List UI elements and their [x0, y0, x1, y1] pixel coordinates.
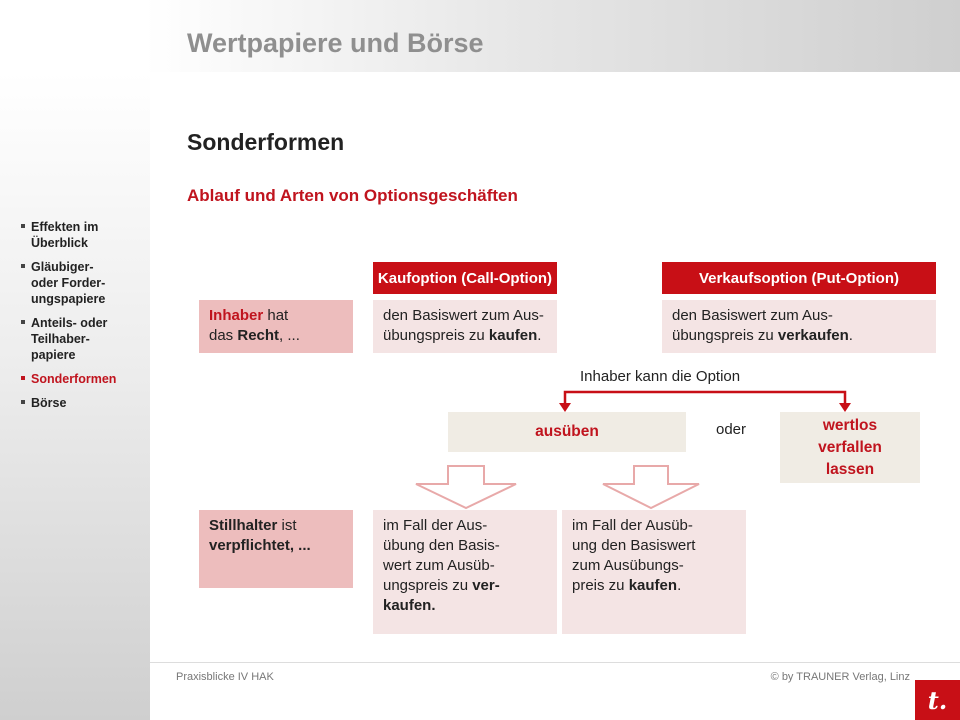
- put-duty-text: ung den Basiswert: [572, 537, 696, 554]
- arrow-head-left: [559, 403, 571, 412]
- section-subtitle: Ablauf und Arten von Optionsgeschäften: [187, 186, 518, 205]
- holder-word: Inhaber: [209, 307, 264, 324]
- nav-item-label: Anteils- oder: [31, 316, 108, 330]
- nav-item-label: Überblick: [31, 236, 88, 250]
- down-arrow-call: [416, 466, 516, 508]
- expire-text: lassen: [825, 460, 875, 478]
- put-duty-text: zum Ausübungs-: [572, 557, 684, 574]
- nav-item-label: Teilhaber-: [31, 332, 90, 346]
- call-right-text: übungspreis zu: [383, 327, 489, 344]
- holder-text: , ...: [279, 327, 300, 344]
- nav-item-label: oder Forder-: [31, 276, 106, 290]
- call-option-header: Kaufoption (Call-Option): [373, 262, 557, 294]
- writer-text: Stillhalter: [209, 517, 278, 534]
- put-duty-verb: kaufen: [628, 577, 678, 594]
- call-duty-text: ungspreis zu: [383, 577, 473, 594]
- call-right-text: .: [537, 327, 542, 344]
- put-right-text: .: [848, 327, 853, 344]
- option-flow-label: Inhaber kann die Option: [580, 368, 741, 385]
- put-right-text: übungspreis zu: [672, 327, 778, 344]
- trauner-logo: t.: [915, 680, 960, 720]
- nav-item-label: ungspapiere: [31, 292, 106, 306]
- expire-text: wertlos: [822, 416, 878, 434]
- writer-text: ist: [277, 517, 297, 534]
- nav-item-label: Effekten im: [31, 220, 99, 234]
- nav-item-label: Börse: [31, 396, 67, 410]
- holder-right-word: Recht: [237, 327, 280, 344]
- holder-text: hat: [263, 307, 289, 324]
- down-arrow-put: [603, 466, 699, 508]
- put-duty-text: .: [677, 577, 682, 594]
- put-right-verb: verkaufen: [777, 327, 849, 344]
- call-duty-verb: ver-: [472, 577, 500, 594]
- call-duty-text: im Fall der Aus-: [383, 517, 488, 534]
- section-title: Sonderformen: [187, 129, 345, 155]
- call-writer-duty: [373, 510, 557, 634]
- holder-text: das: [209, 327, 238, 344]
- call-duty-text: übung den Basis-: [383, 537, 500, 554]
- call-duty-text: wert zum Ausüb-: [383, 557, 495, 574]
- footer-copyright: © by TRAUNER Verlag, Linz: [770, 671, 910, 683]
- put-option-header: Verkaufsoption (Put-Option): [662, 262, 936, 294]
- or-label: oder: [716, 421, 747, 438]
- arrow-head-right: [839, 403, 851, 412]
- put-writer-duty: [562, 510, 746, 634]
- writer-label: [199, 510, 353, 588]
- call-duty-verb: kaufen.: [383, 597, 436, 614]
- nav-item-label: Sonderformen: [31, 372, 117, 386]
- footer-divider: [150, 662, 960, 663]
- put-right-text: den Basiswert zum Aus-: [672, 307, 833, 324]
- nav-item-label: Gläubiger-: [31, 260, 94, 274]
- expire-text: verfallen: [818, 438, 882, 456]
- put-duty-text: preis zu: [572, 577, 629, 594]
- footer-book-title: Praxisblicke IV HAK: [176, 671, 274, 683]
- put-duty-text: im Fall der Ausüb-: [572, 517, 693, 534]
- call-right-text: den Basiswert zum Aus-: [383, 307, 544, 324]
- call-right-verb: kaufen: [488, 327, 538, 344]
- writer-text: verpflichtet, ...: [209, 537, 311, 554]
- bracket-connector: [559, 392, 851, 412]
- exercise-box: ausüben: [448, 412, 686, 452]
- slide-title: Wertpapiere und Börse: [187, 28, 484, 58]
- nav-item-label: papiere: [31, 348, 76, 362]
